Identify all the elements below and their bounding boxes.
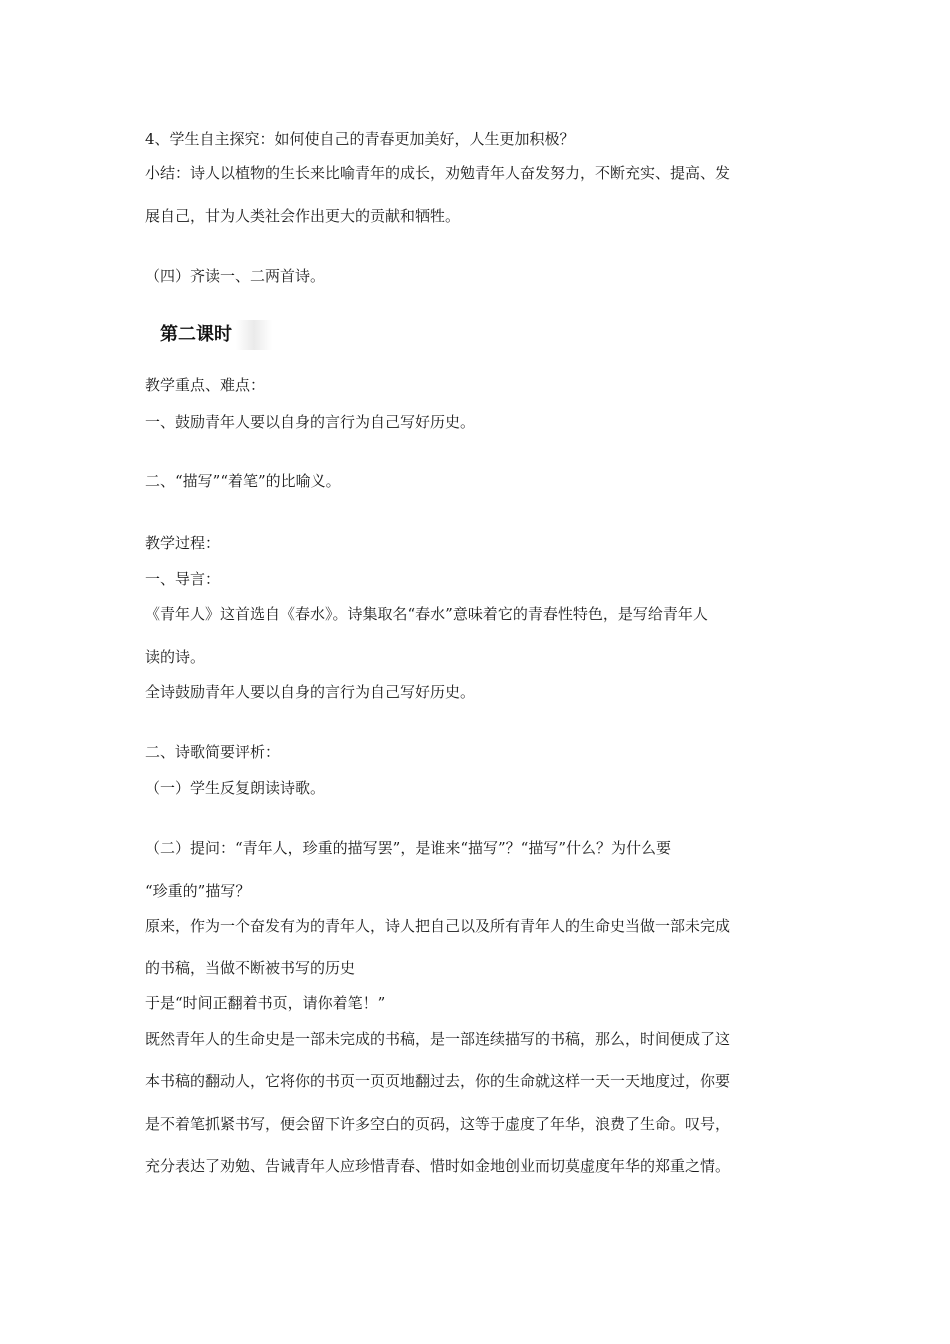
- text-line-19: 于是“时间正翻着书页，请你着笔！”: [145, 994, 386, 1012]
- text-line-9: 一、导言：: [145, 570, 221, 588]
- text-line-11: 读的诗。: [145, 648, 206, 666]
- text-line-2: 小结：诗人以植物的生长来比喻青年的成长，劝勉青年人奋发努力，不断充实、提高、发: [145, 164, 731, 182]
- text-line-1: 4、学生自主探究：如何使自己的青春更加美好，人生更加积极？: [145, 130, 575, 148]
- text-line-6: 一、鼓励青年人要以自身的言行为自己写好历史。: [145, 413, 476, 431]
- text-line-13: 二、诗歌简要评析：: [145, 743, 281, 761]
- text-line-18: 的书稿，当做不断被书写的历史: [145, 959, 356, 977]
- text-line-23: 充分表达了劝勉、告诫青年人应珍惜青春、惜时如金地创业而切莫虚度年华的郑重之情。: [145, 1157, 731, 1175]
- heading-shadow-decoration: [236, 320, 272, 350]
- text-line-16: “珍重的”描写？: [145, 882, 251, 900]
- text-line-17: 原来，作为一个奋发有为的青年人，诗人把自己以及所有青年人的生命史当做一部未完成: [145, 917, 731, 935]
- text-line-20: 既然青年人的生命史是一部未完成的书稿，是一部连续描写的书稿，那么，时间便成了这: [145, 1030, 731, 1048]
- text-line-10: 《青年人》这首选自《春水》。诗集取名“春水”意味着它的青春性特色，是写给青年人: [145, 605, 708, 623]
- text-line-15: （二）提问：“青年人，珍重的描写罢”，是谁来“描写”？“描写”什么？为什么要: [145, 839, 672, 857]
- text-line-21: 本书稿的翻动人，它将你的书页一页页地翻过去，你的生命就这样一天一天地度过，你要: [145, 1072, 731, 1090]
- text-line-12: 全诗鼓励青年人要以自身的言行为自己写好历史。: [145, 683, 476, 701]
- section-heading: 第二课时: [160, 324, 232, 345]
- text-line-7: 二、“描写”“着笔”的比喻义。: [145, 472, 341, 490]
- text-line-22: 是不着笔抓紧书写，便会留下许多空白的页码，这等于虚度了年华，浪费了生命。叹号，: [145, 1115, 731, 1133]
- text-line-14: （一）学生反复朗读诗歌。: [145, 779, 326, 797]
- text-line-8: 教学过程：: [145, 534, 221, 552]
- text-line-5: 教学重点、难点：: [145, 376, 266, 394]
- text-line-4: （四）齐读一、二两首诗。: [145, 267, 326, 285]
- text-line-3: 展自己，甘为人类社会作出更大的贡献和牺牲。: [145, 207, 461, 225]
